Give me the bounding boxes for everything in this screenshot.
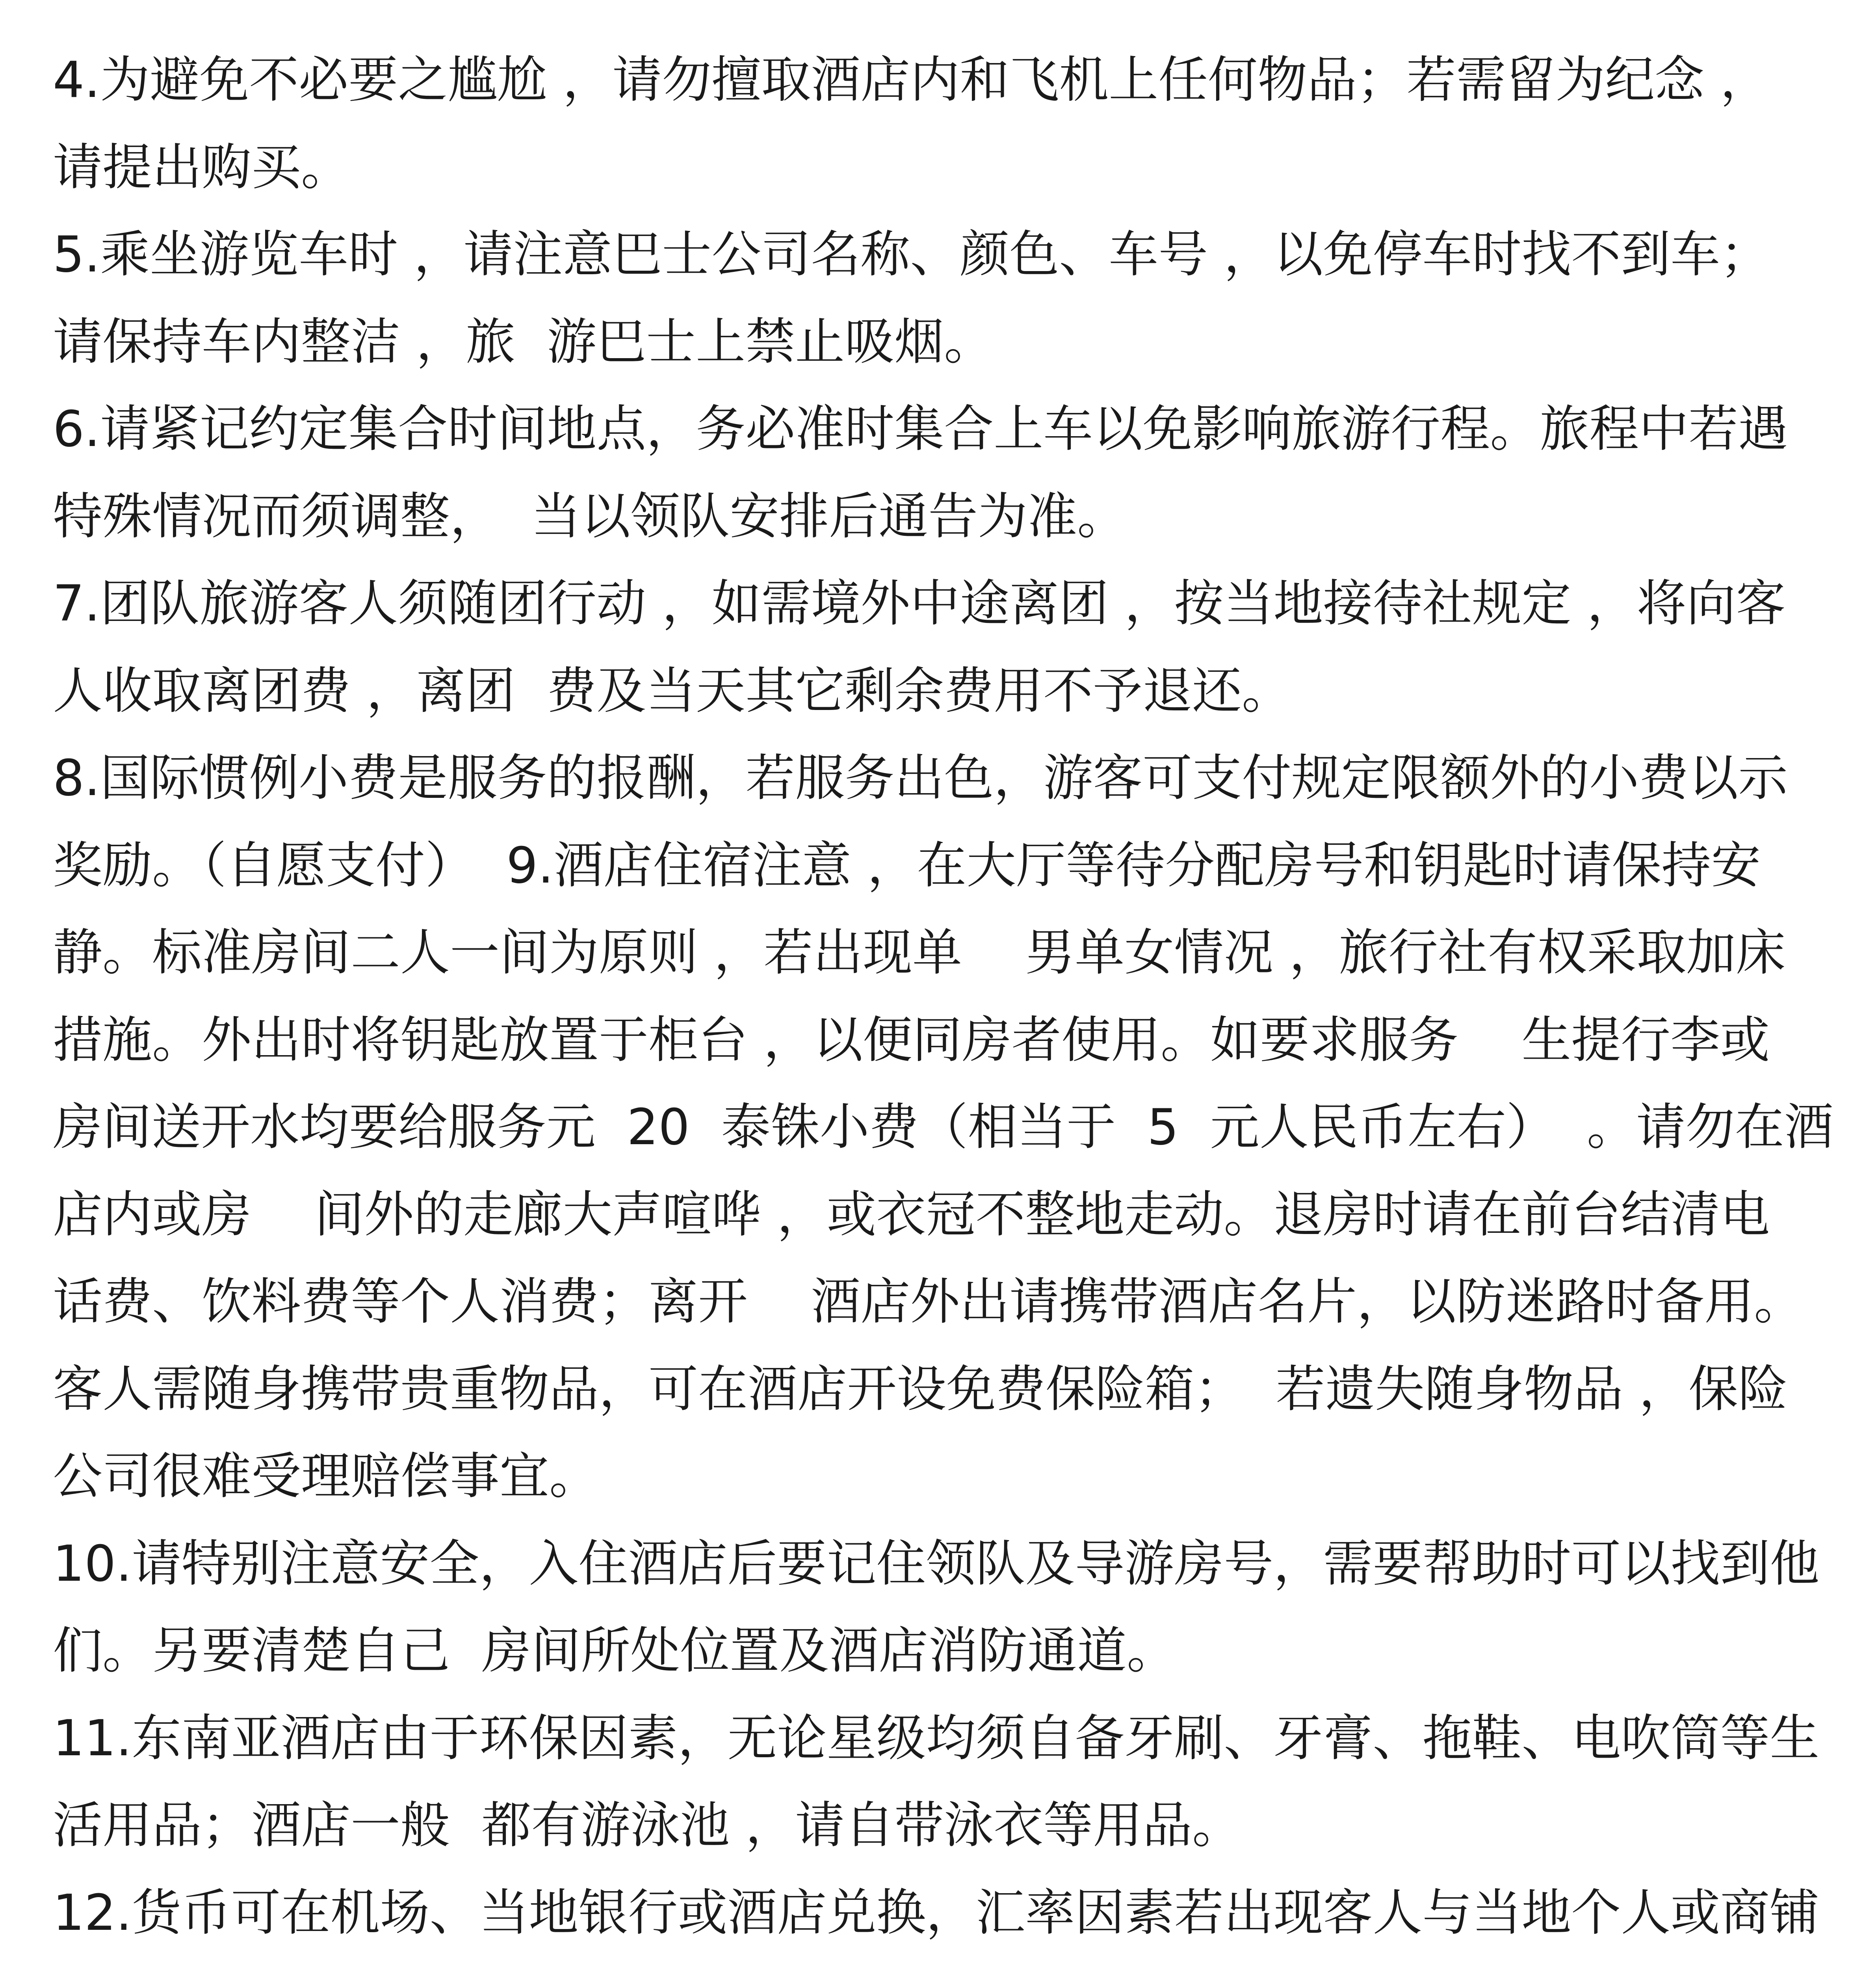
text-line: 11.东南亚酒店由于环保因素，无论星级均须自备牙刷、牙膏、拖鞋、电吹筒等生 [53, 1709, 1820, 1767]
text-line: 请保持车内整洁 ，旅 游巴士上禁止吸烟。 [53, 312, 994, 371]
document-body [53, 36, 1833, 1970]
text-line: 10.请特别注意安全，入住酒店后要记住领队及导游房号，需要帮助时可以找到他 [53, 1534, 1820, 1593]
text-line: 话费、饮料费等个人消费；离开 酒店外出请携带酒店名片，以防迷路时备用。 [53, 1273, 1804, 1331]
text-line: 4.为避免不必要之尴尬 ，请勿擅取酒店内和飞机上任何物品；若需留为纪念 ， [53, 51, 1770, 109]
text-line: 房间送开水均要给服务元 20 泰铢小费（相当于 5 元人民币左右） 。请勿在酒 [53, 1098, 1834, 1156]
text-line: 店内或房 间外的走廊大声喧哗 ，或衣冠不整地走动。退房时请在前台结清电 [53, 1185, 1770, 1243]
text-line: 措施。外出时将钥匙放置于柜台 ，以便同房者使用。如要求服务 生提行李或 [53, 1011, 1770, 1069]
text-line: 活用品；酒店一般 都有游泳池 ，请自带泳衣等用品。 [53, 1796, 1242, 1854]
text-line: 特殊情况而须调整， 当以领队安排后通告为准。 [53, 487, 1127, 545]
text-line: 们。另要清楚自己 房间所处位置及酒店消防通道。 [53, 1622, 1177, 1680]
text-line: 客人需随身携带贵重物品，可在酒店开设免费保险箱； 若遗失随身物品 ，保险 [53, 1360, 1788, 1418]
text-line: 人收取离团费 ，离团 费及当天其它剩余费用不予退还。 [53, 662, 1292, 720]
text-line: 8.国际惯例小费是服务的报酬，若服务出色，游客可支付规定限额外的小费以示 [53, 749, 1788, 807]
text-line: 请提出购买。 [53, 138, 351, 196]
text-line: 7.团队旅游客人须随团行动 ，如需境外中途离团 ，按当地接待社规定 ，将向客 [53, 574, 1786, 632]
text-line: 公司很难受理赔偿事宜。 [53, 1447, 599, 1505]
text-line: 6.请紧记约定集合时间地点，务必准时集合上车以免影响旅游行程。旅程中若遇 [53, 400, 1788, 458]
text-line: 奖励。（自愿支付） 9.酒店住宿注意 ，在大厅等待分配房号和钥匙时请保持安 [53, 836, 1761, 894]
text-line [53, 1956, 1833, 1970]
text-line: 静。标准房间二人一间为原则 ，若出现单 男单女情况 ，旅行社有权采取加床 [53, 924, 1786, 981]
text-line: 5.乘坐游览车时 ，请注意巴士公司名称、颜色、车号 ，以免停车时找不到车； [53, 225, 1770, 283]
text-line: 12.货币可在机场、当地银行或酒店兑换，汇率因素若出现客人与当地个人或商铺 [53, 1883, 1820, 1942]
